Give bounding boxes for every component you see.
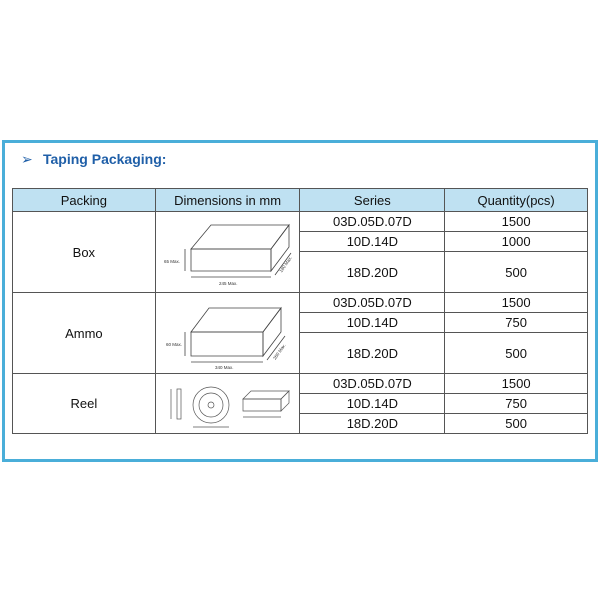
section-title: Taping Packaging: xyxy=(43,151,167,167)
ammo-length-label: 340 Max. xyxy=(214,365,234,370)
series-cell: 03D.05D.07D xyxy=(300,374,445,394)
series-cell: 10D.14D xyxy=(300,313,445,333)
header-quantity: Quantity(pcs) xyxy=(445,189,588,212)
series-cell: 18D.20D xyxy=(300,252,445,293)
ammo-height-label: 60 Max. xyxy=(165,342,182,347)
series-cell: 03D.05D.07D xyxy=(300,293,445,313)
reel-dimension-drawing xyxy=(155,374,300,434)
series-cell: 10D.14D xyxy=(300,232,445,252)
table-row xyxy=(13,374,588,394)
quantity-cell: 1000 xyxy=(445,232,588,252)
quantity-cell: 1500 xyxy=(445,293,588,313)
packaging-table xyxy=(12,188,588,434)
table-header-row xyxy=(13,189,588,212)
table-row xyxy=(13,212,588,232)
quantity-cell: 750 xyxy=(445,313,588,333)
ammo-depth-label: 260 Max. xyxy=(271,342,287,361)
quantity-cell: 500 xyxy=(445,414,588,434)
quantity-cell: 1500 xyxy=(445,374,588,394)
packing-box: Box xyxy=(13,212,156,293)
ammo-drawing-icon xyxy=(163,296,293,370)
series-cell: 18D.20D xyxy=(300,414,445,434)
reel-drawing-icon xyxy=(161,375,295,433)
box-depth-label: 180 Max. xyxy=(277,255,293,274)
quantity-cell: 500 xyxy=(445,252,588,293)
quantity-cell: 1500 xyxy=(445,212,588,232)
header-series: Series xyxy=(300,189,445,212)
series-cell: 10D.14D xyxy=(300,394,445,414)
packing-ammo: Ammo xyxy=(13,293,156,374)
header-dimensions: Dimensions in mm xyxy=(155,189,300,212)
quantity-cell: 500 xyxy=(445,333,588,374)
table-row xyxy=(13,293,588,313)
arrow-bullet-icon: ➢ xyxy=(21,151,33,167)
box-length-label: 245 Max. xyxy=(218,281,238,286)
box-drawing-icon xyxy=(163,215,293,289)
packaging-panel xyxy=(2,140,598,462)
box-height-label: 65 Max. xyxy=(163,259,180,264)
header-packing: Packing xyxy=(13,189,156,212)
packing-reel: Reel xyxy=(13,374,156,434)
box-dimension-drawing xyxy=(155,212,300,293)
series-cell: 03D.05D.07D xyxy=(300,212,445,232)
quantity-cell: 750 xyxy=(445,394,588,414)
section-heading xyxy=(21,151,166,168)
series-cell: 18D.20D xyxy=(300,333,445,374)
ammo-dimension-drawing xyxy=(155,293,300,374)
